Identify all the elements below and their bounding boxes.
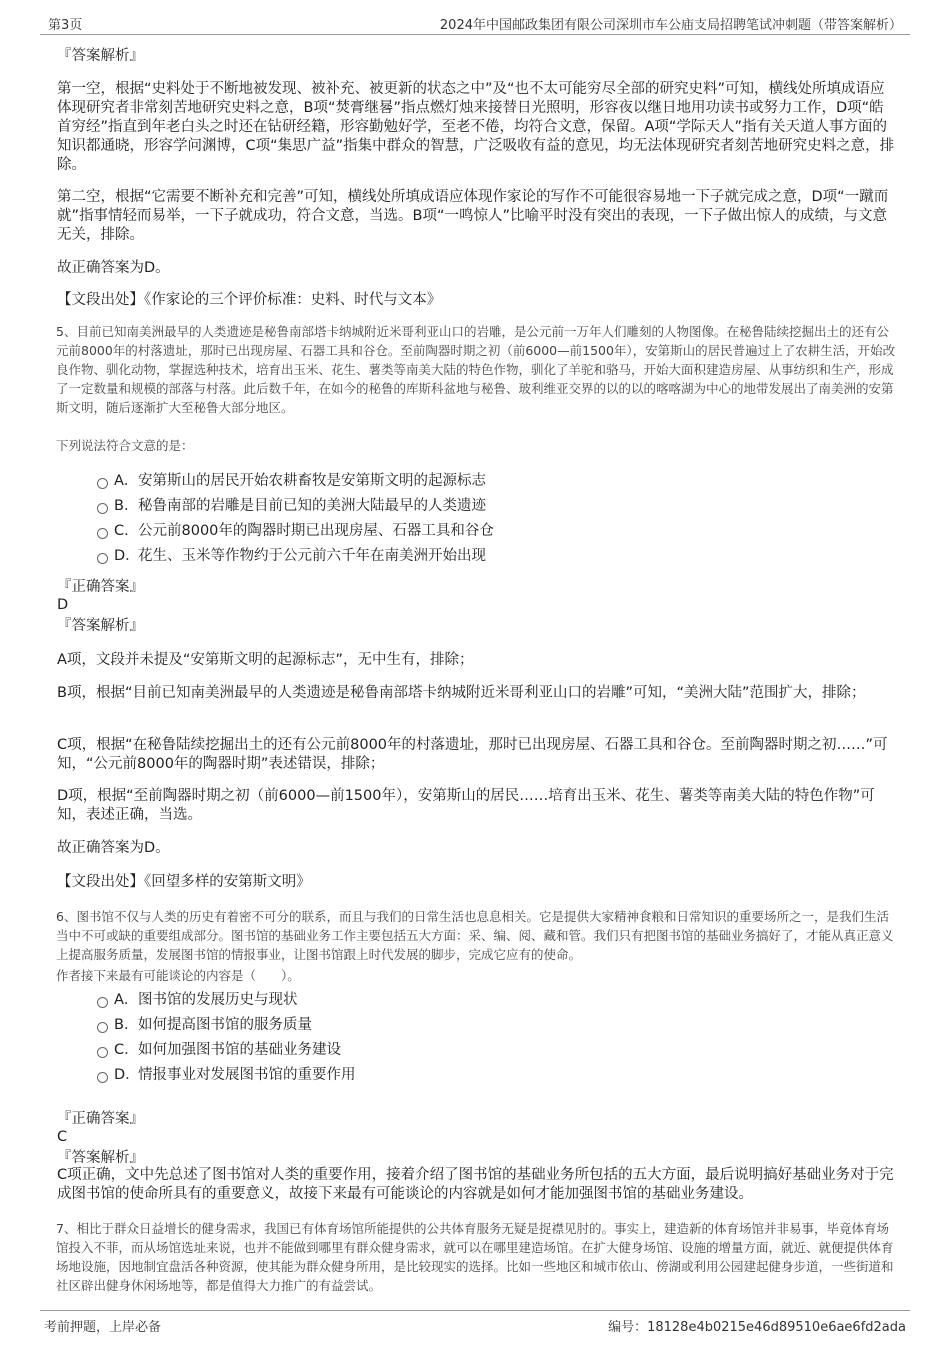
page-footer [40, 1310, 910, 1333]
q4-analysis-paragraph-2: 第二空，根据“它需要不断补充和完善”可知，横线处所填成语应体现作家论的写作不可能很容易地一下子就完成之意，D项“一蹴而就”指事情轻而易举，一下子就成功，符合文意，当选。B项“一鸣惊人”比喻平时没有突出的表现，一下子做出惊人的成绩，与文意无关，排除。 [57, 189, 889, 243]
q5-option-a[interactable]: A．安第斯山的居民开始农耕畜牧是安第斯文明的起源标志 [97, 470, 857, 495]
radio-icon[interactable] [97, 553, 108, 564]
q5-options [97, 470, 857, 570]
q6-analysis-label: 『答案解析』 [57, 1150, 144, 1166]
q6-option-b[interactable]: B．如何提高图书馆的服务质量 [97, 1014, 857, 1039]
radio-icon[interactable] [97, 528, 108, 539]
q5-stem: 5、目前已知南美洲最早的人类遗迹是秘鲁南部塔卡纳城附近米哥利亚山口的岩雕，是公元前一万年人们雕刻的人物图像。在秘鲁陆续挖掘出土的还有公元前8000年的村落遗址，那时已出现房屋、石器工具和谷仓。至前陶器时期之初（前6000—前1500年），安第斯山的居民普遍过上了农耕生活，开始改良作物、驯化动物，掌握选种技术，培育出玉米、花生、薯类等南美大陆的特色作物，驯化了羊驼和骆马，开始大面积建造房屋、从事纺织和生产，形成了一定数量和规模的部落与村落。此后数千年，在如今的秘鲁的库斯科盆地与秘鲁、玻利维亚交界的以的以的喀喀湖为中心的地带发展出了南美洲的安第斯文明，随后逐渐扩大至秘鲁大部分地区。 [56, 324, 896, 415]
page-header [40, 12, 910, 35]
q4-source: 【文段出处】《作家论的三个评价标准：史料、时代与文本》 [57, 292, 442, 308]
q6-analysis: C项正确，文中先总述了图书馆对人类的重要作用，接着介绍了图书馆的基础业务所包括的五大方面，最后说明搞好基础业务对于完成图书馆的使命所具有的重要意义，故接下来最有可能谈论的内容就是如何才能加强图书馆的基础业务建设。 [57, 1167, 894, 1202]
q6-option-c[interactable]: C．如何加强图书馆的基础业务建设 [97, 1039, 857, 1064]
radio-icon[interactable] [97, 1022, 108, 1033]
page-number: 第3页 [48, 18, 83, 33]
q5-prompt: 下列说法符合文意的是： [56, 438, 194, 453]
radio-icon[interactable] [97, 1047, 108, 1058]
radio-icon[interactable] [97, 503, 108, 514]
q6-options [97, 989, 857, 1089]
q7-stem: 7、相比于群众日益增长的健身需求，我国已有体育场馆所能提供的公共体育服务无疑是捉襟见肘的。事实上，建造新的体育场馆并非易事，毕竟体育场馆投入不菲，而从场馆选址来说，也并不能做到哪里有群众健身需求，就可以在哪里建造场馆。在扩大健身场馆、设施的增量方面，就近、就便提供体育场地设施，因地制宜盘活各种资源，使其能为群众健身所用，是比较现实的选择。比如一些地区和城市依山、傍湖或利用公园建起健身步道，一些街道和社区辟出健身休闲场地等，都是值得大力推广的有益尝试。 [56, 1221, 894, 1293]
q6-option-d[interactable]: D．情报事业对发展图书馆的重要作用 [97, 1064, 857, 1089]
q4-analysis-paragraph-1: 第一空，根据“史料处于不断地被发现、被补充、被更新的状态之中”及“也不太可能穷尽全部的研究史料”可知，横线处所填成语应体现研究者非常刻苦地研究史料之意，B项“焚膏继晷”指点燃灯烛来接替日光照明，形容夜以继日地用功读书或努力工作，D项“皓首穷经”指直到年老白头之时还在钻研经籍，形容勤勉好学，至老不倦，均符合文意，保留。A项“学际天人”指有关天道人事方面的知识都通晓，形容学问渊博，C项“集思广益”指集中群众的智慧，广泛吸收有益的意见，均无法体现研究者刻苦地研究史料之意，排除。 [57, 81, 895, 173]
document-code: 编号：18128e4b0215e46d89510e6ae6fd2ada [608, 1320, 906, 1335]
q5-option-d[interactable]: D．花生、玉米等作物约于公元前六千年在南美洲开始出现 [97, 545, 857, 570]
q6-option-a[interactable]: A．图书馆的发展历史与现状 [97, 989, 857, 1014]
q6-answer-label: 『正确答案』 [57, 1111, 144, 1127]
q5-option-b[interactable]: B．秘鲁南部的岩雕是目前已知的美洲大陆最早的人类遗迹 [97, 495, 857, 520]
radio-icon[interactable] [97, 1072, 108, 1083]
q6-stem: 6、图书馆不仅与人类的历史有着密不可分的联系，而且与我们的日常生活也息息相关。它是提供大家精神食粮和日常知识的重要场所之一，是我们生活当中不可或缺的重要组成部分。图书馆的基础业务工作主要包括五大方面：采、编、阅、藏和管。我们只有把图书馆的基础业务搞好了，才能从真正意义上提高服务质量，发展图书馆的情报事业，让图书馆跟上时代发展的脚步，完成它应有的使命。 [56, 909, 894, 962]
q5-analysis-label: 『答案解析』 [57, 618, 144, 634]
q5-source: 【文段出处】《回望多样的安第斯文明》 [57, 874, 311, 890]
q6-prompt: 作者接下来最有可能谈论的内容是（ ）。 [56, 968, 300, 983]
q5-conclusion: 故正确答案为D。 [57, 840, 170, 856]
radio-icon[interactable] [97, 478, 108, 489]
q5-analysis-d: D项，根据“至前陶器时期之初（前6000—前1500年），安第斯山的居民……培育出玉米、花生、薯类等南美大陆的特色作物”可知，表述正确，当选。 [57, 788, 875, 823]
q4-analysis-label: 『答案解析』 [57, 48, 144, 64]
q5-answer: D [57, 597, 69, 613]
q5-analysis-b: B项，根据“目前已知南美洲最早的人类遗迹是秘鲁南部塔卡纳城附近米哥利亚山口的岩雕”可知，“美洲大陆”范围扩大，排除； [57, 685, 866, 701]
q5-analysis-a: A项，文段并未提及“安第斯文明的起源标志”，无中生有，排除； [57, 652, 474, 668]
q5-answer-label: 『正确答案』 [57, 579, 144, 595]
q5-option-c[interactable]: C．公元前8000年的陶器时期已出现房屋、石器工具和谷仓 [97, 520, 857, 545]
q6-answer: C [57, 1129, 68, 1145]
q5-analysis-c: C项，根据“在秘鲁陆续挖掘出土的还有公元前8000年的村落遗址，那时已出现房屋、石器工具和谷仓。至前陶器时期之初……”可知，“公元前8000年的陶器时期”表述错误，排除； [57, 737, 888, 772]
footer-slogan: 考前押题，上岸必备 [44, 1320, 162, 1335]
radio-icon[interactable] [97, 997, 108, 1008]
document-title: 2024年中国邮政集团有限公司深圳市车公庙支局招聘笔试冲刺题（带答案解析） [439, 18, 902, 33]
q4-conclusion: 故正确答案为D。 [57, 260, 170, 276]
